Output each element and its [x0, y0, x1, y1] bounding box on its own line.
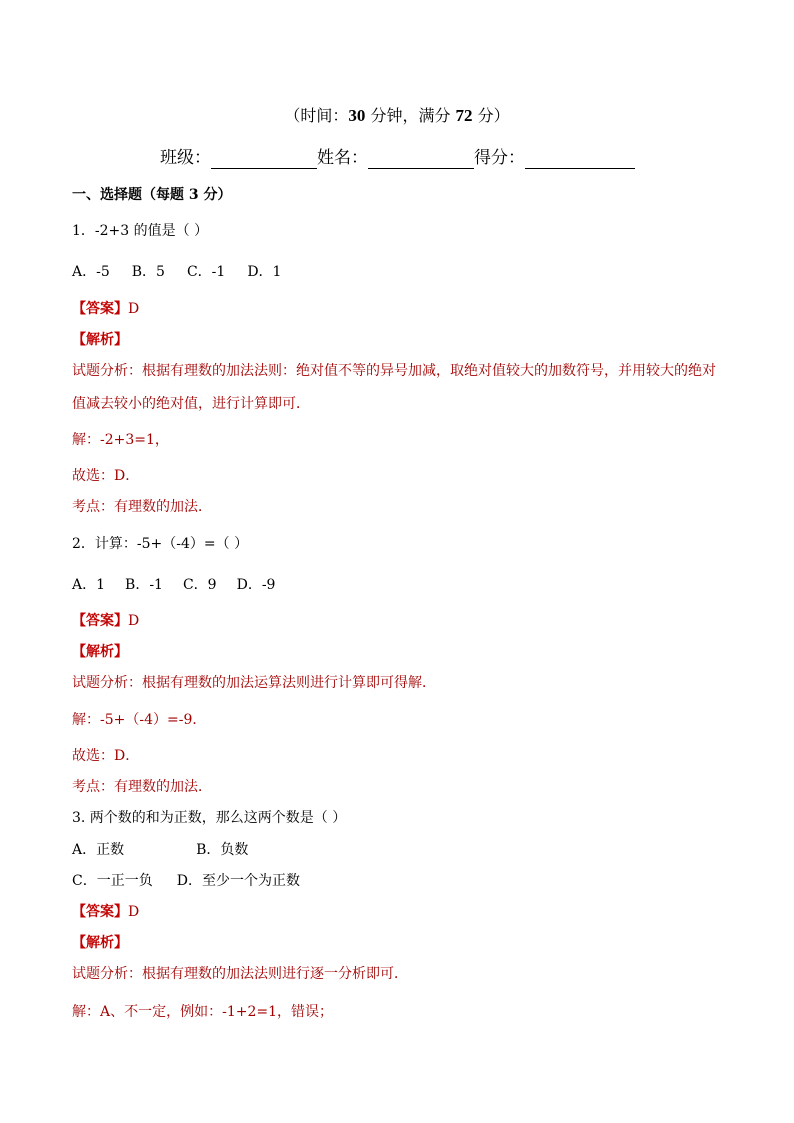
q3-solution: 解：A、不一定，例如：-1+2=1，错误； — [72, 1004, 334, 1020]
score-blank[interactable] — [525, 150, 635, 169]
student-info-row — [160, 147, 635, 169]
q2-analysis-line1: 试题分析：根据有理数的加法运算法则进行计算即可得解． — [72, 675, 436, 691]
q1-analysis-line1: 试题分析：根据有理数的加法法则：绝对值不等的异号加减，取绝对值较大的加数符号，并用较大的绝对 — [72, 363, 716, 379]
q2-answer — [72, 612, 139, 630]
q3-option-c: C．一正一负 — [72, 873, 153, 889]
q1-options — [72, 263, 281, 281]
q3-answer — [72, 903, 139, 921]
q1-answer — [72, 300, 139, 318]
q2-stem: 2．计算：-5+（-4）=（ ） — [72, 536, 249, 552]
q1-choose: 故选：D． — [72, 468, 140, 484]
q2-analysis-label: 【解析】 — [72, 644, 128, 660]
time-value: 30 — [348, 106, 366, 125]
q3-analysis-line1: 试题分析：根据有理数的加法法则进行逐一分析即可． — [72, 966, 408, 982]
q1-option-c: C．-1 — [186, 264, 226, 280]
score-label: 得分： — [474, 148, 525, 168]
title-open-text: （时间： — [284, 106, 349, 125]
q3-options-row1 — [72, 841, 248, 859]
q1-point: 考点：有理数的加法． — [72, 499, 212, 515]
q1-solution: 解：-2+3=1， — [72, 432, 169, 448]
q2-option-d: D．-9 — [236, 577, 276, 593]
q1-analysis-label: 【解析】 — [72, 332, 128, 348]
q2-choose: 故选：D． — [72, 748, 140, 764]
q1-option-d: D．1 — [247, 264, 282, 280]
q3-answer-value: D — [128, 904, 140, 920]
q1-answer-value: D — [128, 301, 140, 317]
q3-option-a: A．正数 — [72, 842, 125, 858]
q3-options-row2 — [72, 872, 300, 890]
q2-solution: 解：-5+（-4）=-9． — [72, 712, 207, 728]
q2-answer-value: D — [128, 613, 140, 629]
q1-answer-label: 【答案】 — [72, 301, 128, 317]
section-heading: 一、选择题（每题 3 分） — [72, 187, 232, 203]
name-label: 姓名： — [317, 148, 368, 168]
q2-answer-label: 【答案】 — [72, 613, 128, 629]
q1-analysis-line2: 值减去较小的绝对值，进行计算即可． — [72, 396, 310, 412]
exam-title — [0, 106, 794, 126]
q1-stem: 1．-2+3 的值是（ ） — [72, 223, 209, 239]
q2-point: 考点：有理数的加法． — [72, 779, 212, 795]
q3-answer-label: 【答案】 — [72, 904, 128, 920]
q2-option-a: A．1 — [72, 577, 106, 593]
class-blank[interactable] — [211, 150, 317, 169]
title-close-text: 分） — [472, 106, 510, 125]
q3-stem: 3. 两个数的和为正数，那么这两个数是（ ） — [72, 810, 347, 826]
class-label: 班级： — [160, 148, 211, 168]
q3-option-b: B．负数 — [196, 842, 249, 858]
q2-options — [72, 576, 275, 594]
q3-option-d: D．至少一个为正数 — [176, 873, 300, 889]
q2-option-b: B．-1 — [125, 577, 163, 593]
q3-analysis-label: 【解析】 — [72, 935, 128, 951]
q1-option-b: B．5 — [131, 264, 165, 280]
title-mid-text: 分钟，满分 — [365, 106, 456, 125]
name-blank[interactable] — [368, 150, 474, 169]
q2-option-c: C．9 — [182, 577, 217, 593]
score-value: 72 — [455, 106, 473, 125]
q1-option-a: A．-5 — [72, 264, 110, 280]
